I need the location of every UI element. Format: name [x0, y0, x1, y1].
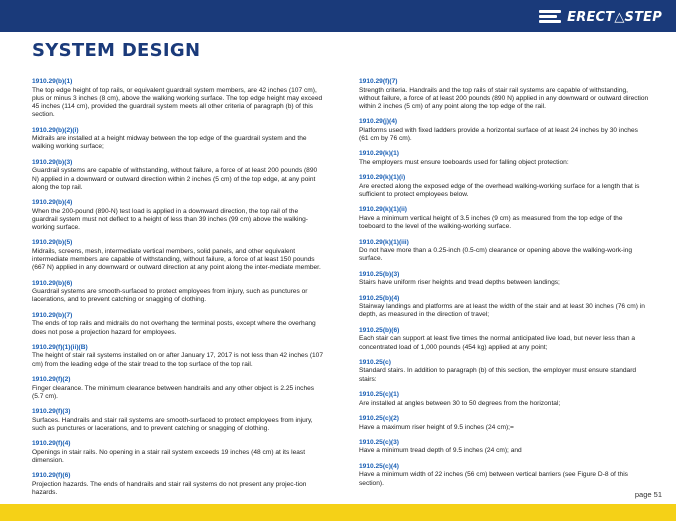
regulation-code: 1910.29(b)(4): [32, 198, 73, 206]
regulation-section: [32, 199, 324, 232]
regulation-code: 1910.25(b)(3): [359, 270, 400, 278]
regulation-code: 1910.25(c)(4): [359, 462, 399, 470]
regulation-code: 1910.29(j)(4): [359, 118, 398, 126]
brand-logo: [539, 8, 662, 26]
regulation-text: Have a maximum riser height of 9.5 inches (24 cm);=: [359, 423, 514, 431]
regulation-text: Have a minimum width of 22 inches (56 cm) between vertical barriers (see Figure D-8 of this section).: [359, 471, 628, 487]
regulation-section: [32, 239, 324, 272]
regulation-text: Surfaces. Handrails and stair rail systems are smooth-surfaced to protect employees from injury, such as punctures or lacerations, and to prevent catching or snagging of clothing.: [32, 416, 313, 432]
regulation-code: 1910.25(b)(4): [359, 294, 400, 302]
regulation-section: [32, 159, 324, 192]
regulation-text: Midrails are installed at a height midway between the top edge of the guardrail system and the walking working surface;: [32, 135, 307, 151]
regulation-text: The top edge height of top rails, or equivalent guardrail system members, are 42 inches (107 cm), plus or minus 3 inches (8 cm), above the walking working surface. The top edge height may exceed 45 inches (114 cm), provided the guardrail system meets all other criteria of paragraph (b) of this section.: [32, 86, 323, 119]
regulation-code: 1910.25(b)(6): [359, 326, 400, 334]
regulation-section: [32, 472, 324, 497]
page-number: page 51: [634, 490, 662, 499]
regulation-text: Each stair can support at least five times the normal anticipated live load, but never less than a concentrated load of 1,000 pounds (454 kg) applied at any point;: [359, 335, 635, 351]
regulation-code: 1910.29(k)(1)(ii): [359, 206, 408, 214]
logo-stripes-icon: [539, 10, 561, 24]
regulation-section: [359, 391, 649, 408]
regulation-section: [359, 359, 649, 384]
regulation-code: 1910.29(f)(1)(ii)(B): [32, 343, 88, 351]
regulation-section: [32, 127, 324, 152]
regulation-code: 1910.29(b)(3): [32, 158, 73, 166]
regulation-text: Have a minimum vertical height of 3.5 inches (9 cm) as measured from the top edge of the toeboard to the level of the walking-working surface.: [359, 215, 623, 231]
regulation-section: [359, 415, 649, 432]
regulation-text: Platforms used with fixed ladders provide a horizontal surface of at least 24 inches by 30 inches (61 cm by 76 cm).: [359, 127, 638, 143]
regulation-section: [32, 408, 324, 433]
regulation-text: Standard stairs. In addition to paragraph (b) of this section, the employer must ensure standard stairs:: [359, 367, 637, 383]
regulation-code: 1910.29(b)(6): [32, 279, 73, 287]
regulation-code: 1910.29(b)(7): [32, 311, 73, 319]
regulation-text: Guardrail systems are capable of withstanding, without failure, a force of at least 200 pounds (890 N) applied in a downward or outward direction within 2 inches (5 cm) of the top edge, at any point along the top rail.: [32, 167, 318, 191]
regulation-code: 1910.29(b)(1): [32, 78, 73, 85]
regulation-text: Projection hazards. The ends of handrails and stair rail systems do not present any projec-tion hazards.: [32, 480, 307, 497]
regulation-section: [359, 463, 649, 488]
regulation-section: [359, 118, 649, 143]
regulation-code: 1910.25(c)(1): [359, 390, 399, 398]
regulation-text: Are installed at angles between 30 to 50 degrees from the horizontal;: [359, 399, 561, 407]
logo-text: ERECT△STEP: [567, 9, 662, 25]
regulation-text: The height of stair rail systems installed on or after January 17, 2017 is not less than 42 inches (107 cm) from the leading edge of the stair tread to the top surface of the top rail.: [32, 352, 324, 368]
right-column: [359, 78, 649, 495]
regulation-text: Have a minimum tread depth of 9.5 inches (24 cm); and: [359, 447, 522, 455]
regulation-section: [32, 344, 324, 369]
regulation-code: 1910.29(b)(5): [32, 239, 73, 247]
regulation-section: [32, 78, 324, 120]
regulation-section: [32, 376, 324, 401]
regulation-section: [32, 312, 324, 337]
regulation-code: 1910.29(b)(2)(i): [32, 126, 79, 134]
regulation-section: [359, 327, 649, 352]
regulation-text: Openings in stair rails. No opening in a stair rail system exceeds 19 inches (48 cm) at its least dimension.: [32, 448, 306, 465]
header-bar: [0, 0, 676, 32]
regulation-text: Midrails, screens, mesh, intermediate vertical members, solid panels, and other equivalent intermediate members are capable of withstanding, without failure, a force of at least 150 pounds (667 N) applied in any downward or outward direction at any point along the inter-mediate member.: [32, 247, 321, 272]
regulation-section: [32, 280, 324, 305]
regulation-text: Do not have more than a 0.25-inch (0.5-cm) clearance or opening above the walking-work-ing surface.: [359, 247, 633, 263]
regulation-text: Finger clearance. The minimum clearance between handrails and any other object is 2.25 inches (5.7 cm).: [32, 384, 315, 400]
regulation-code: 1910.29(f)(3): [32, 408, 71, 415]
regulation-text: The employers must ensure toeboards used for falling object protection:: [359, 159, 569, 167]
regulation-code: 1910.29(k)(1): [359, 150, 399, 158]
regulation-code: 1910.29(k)(1)(iii): [359, 238, 409, 246]
regulation-text: Are erected along the exposed edge of the overhead walking-working surface for a length that is sufficient to protect employees below.: [359, 183, 640, 199]
regulation-code: 1910.25(c)(2): [359, 414, 399, 422]
regulation-section: [359, 150, 649, 167]
left-column: [32, 78, 324, 504]
regulation-section: [359, 174, 649, 199]
regulation-text: Guardrail systems are smooth-surfaced to protect employees from injury, such as punctures or lacerations, and to prevent catching or snagging of clothing.: [32, 288, 308, 304]
regulation-section: [359, 295, 649, 320]
regulation-text: The ends of top rails and midrails do not overhang the terminal posts, except where the overhang does not pose a projection hazard for employees.: [32, 320, 316, 336]
page-title: SYSTEM DESIGN: [32, 40, 201, 61]
regulation-code: 1910.29(k)(1)(i): [359, 174, 406, 182]
regulation-code: 1910.29(f)(7): [359, 78, 398, 85]
regulation-text: When the 200-pound (890-N) test load is applied in a downward direction, the top rail of the guardrail system must not deflect to a height of less than 39 inches (99 cm) above the walking-working surface.: [32, 207, 308, 232]
regulation-text: Stairs have uniform riser heights and tread depths between landings;: [359, 279, 560, 287]
regulation-section: [359, 439, 649, 456]
regulation-text: Stairway landings and platforms are at least the width of the stair and at least 30 inches (76 cm) in depth, as measured in the direction of travel;: [359, 303, 645, 319]
footer-bar: [0, 504, 676, 521]
regulation-section: [359, 239, 649, 264]
regulation-code: 1910.29(f)(2): [32, 375, 71, 383]
regulation-section: [359, 206, 649, 231]
regulation-code: 1910.29(f)(4): [32, 440, 71, 448]
regulation-code: 1910.25(c)(3): [359, 438, 399, 446]
regulation-section: [359, 271, 649, 288]
regulation-section: [359, 78, 649, 111]
regulation-code: 1910.25(c): [359, 358, 391, 366]
regulation-code: 1910.29(f)(6): [32, 472, 71, 480]
regulation-section: [32, 440, 324, 465]
regulation-text: Strength criteria. Handrails and the top rails of stair rail systems are capable of withstanding, without failure, a force of at least 200 pounds (890 N) applied in any downward or outward direction within 2 inches (5 cm) of any point along the top edge of the rail.: [359, 86, 649, 111]
